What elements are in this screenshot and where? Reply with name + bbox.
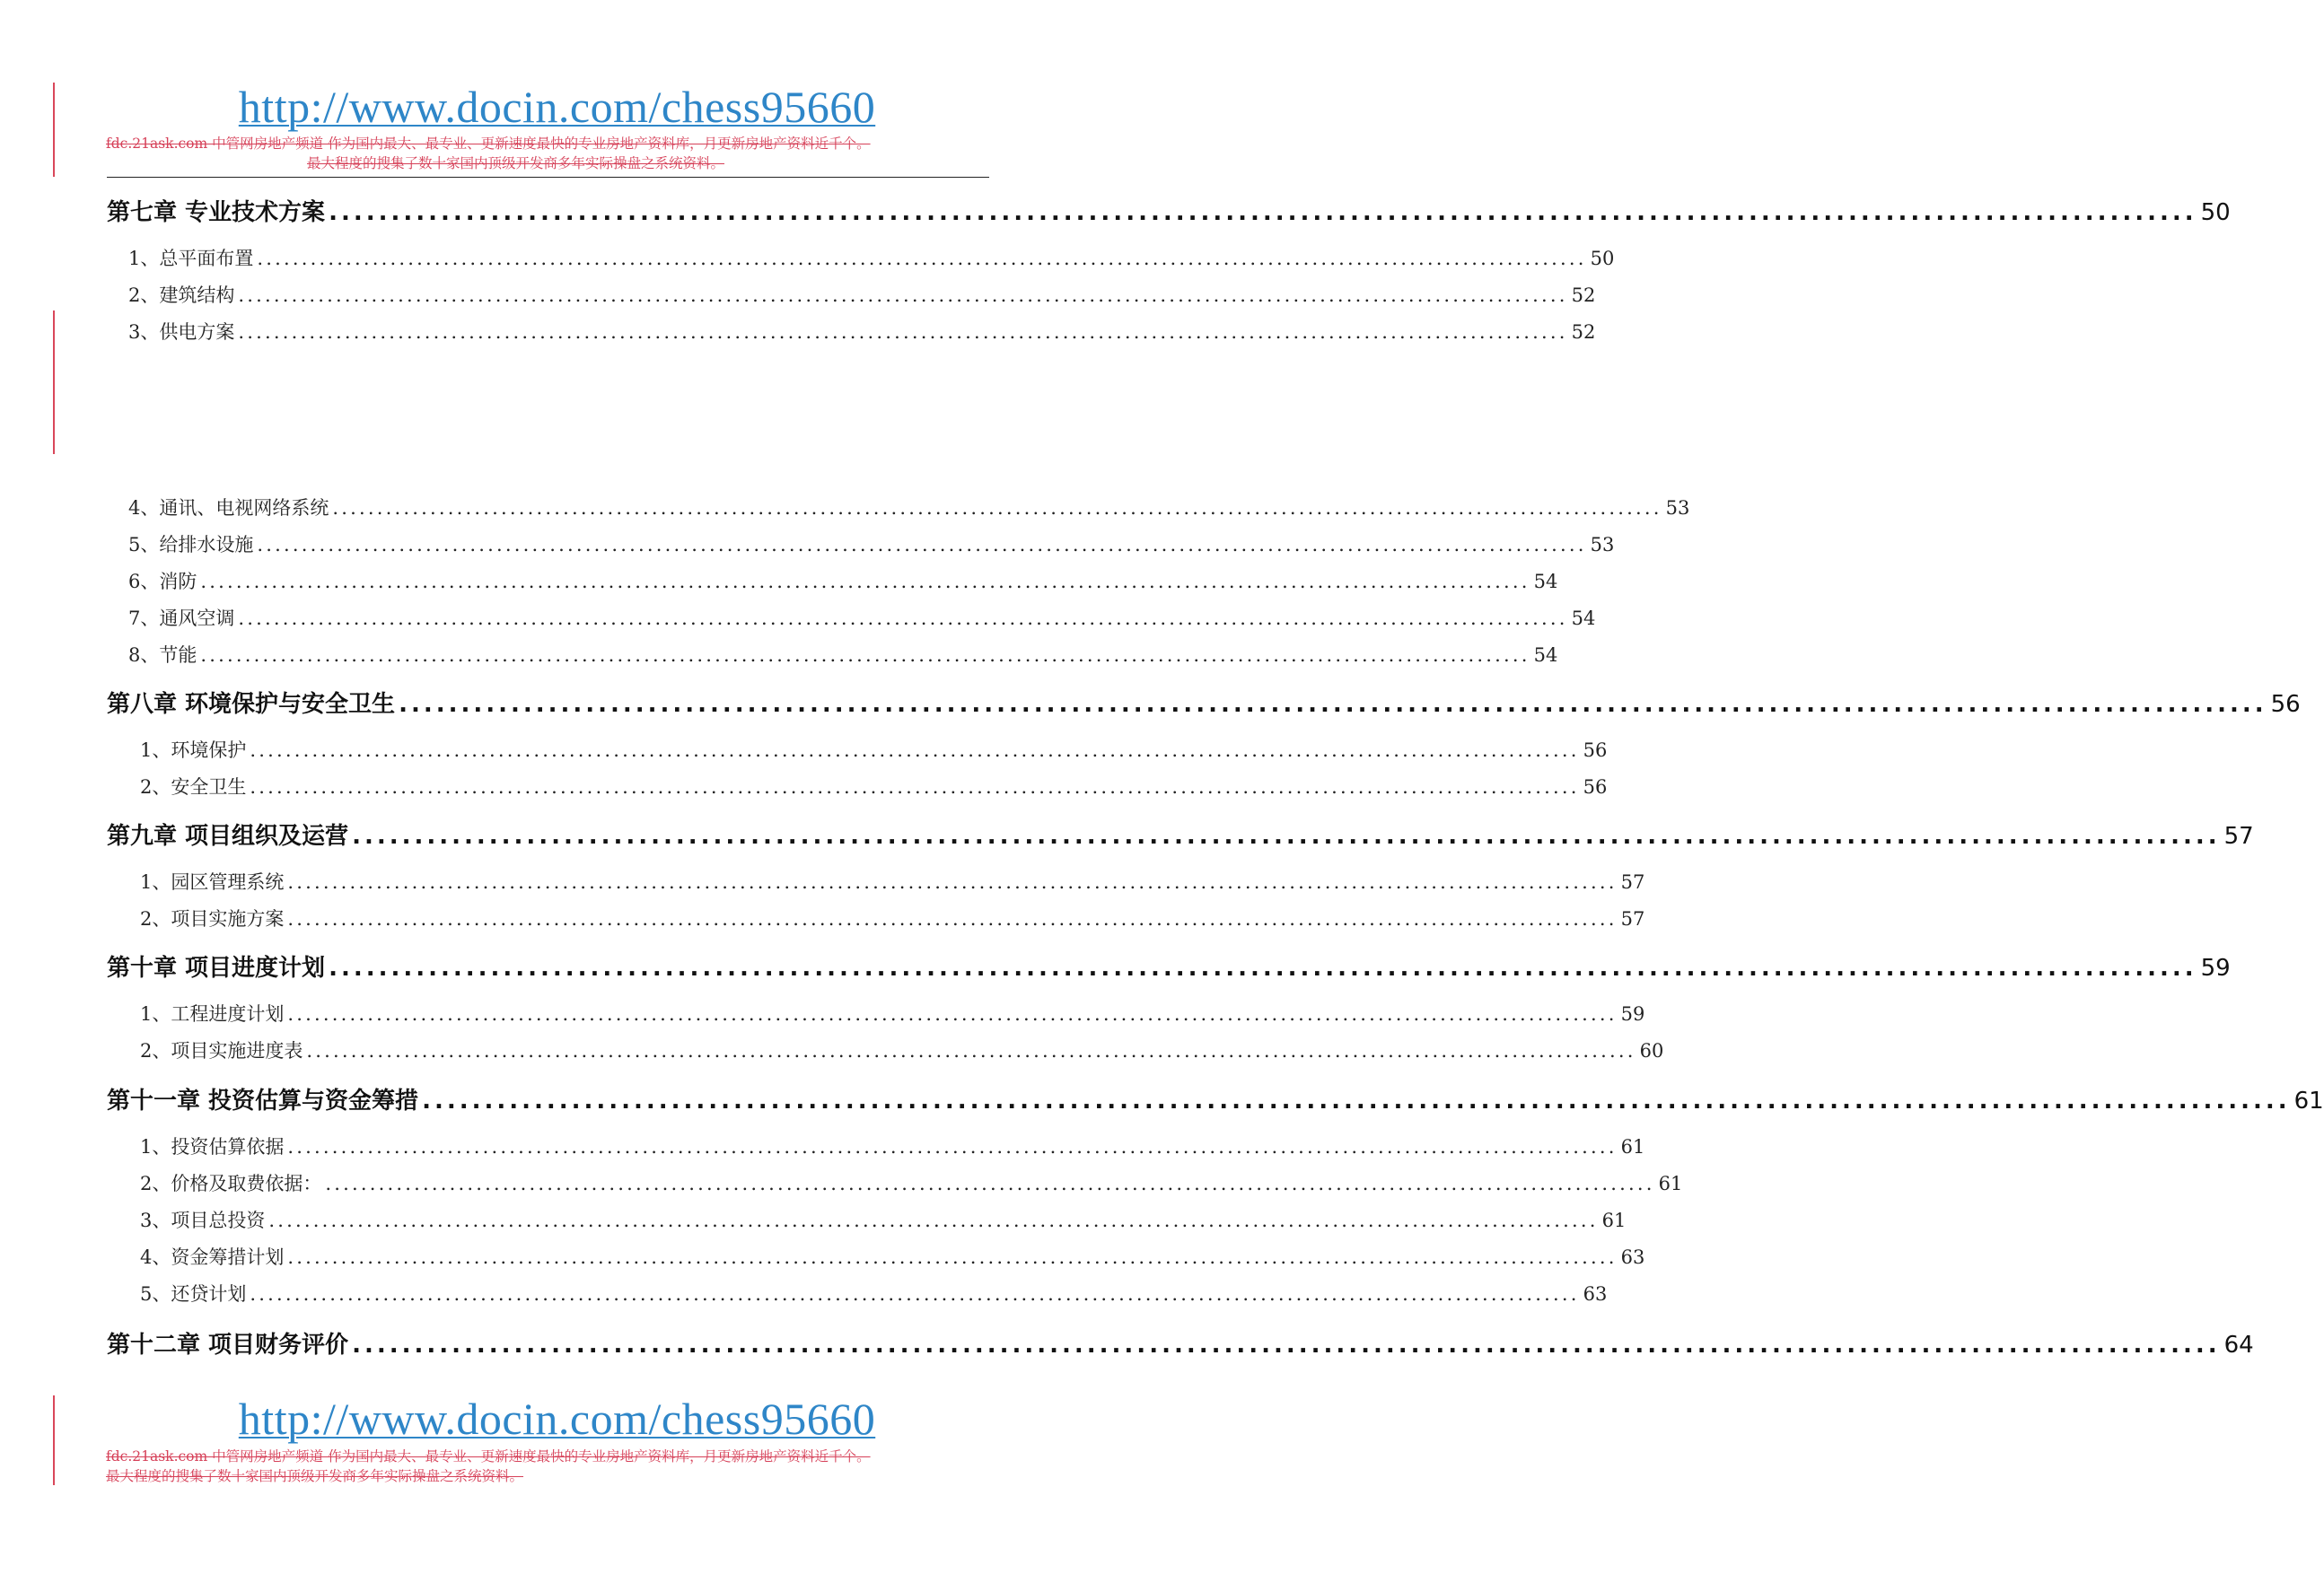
toc-section-label: 2、安全卫生 [140, 776, 247, 798]
toc-dot-leader: ...................................................................................................................................................... [250, 1283, 1580, 1305]
toc-dot-leader: ...................................................................................................................................................... [268, 1210, 1599, 1231]
toc-section-7-6[interactable] [128, 567, 1558, 594]
toc-dot-leader: ...................................................................................................................................................... [306, 1040, 1636, 1062]
toc-section-7-3[interactable] [128, 318, 1596, 345]
toc-section-10-2[interactable] [140, 1036, 1664, 1063]
header-rule [107, 177, 989, 178]
toc-dot-leader: ...................................................................................................................................................... [287, 1003, 1618, 1025]
toc-section-label: 5、给排水设施 [128, 534, 254, 555]
toc-page-number: 61 [1620, 1136, 1645, 1158]
toc-dot-leader: ...................................................................................................................................................... [200, 571, 1530, 592]
toc-section-8-2[interactable] [140, 773, 1608, 800]
toc-dot-leader: ...................................................................................................................................................... [287, 1246, 1618, 1268]
toc-section-7-2[interactable] [128, 281, 1596, 308]
toc-section-label: 2、项目实施进度表 [140, 1040, 303, 1062]
toc-page-number: 57 [1620, 908, 1645, 930]
toc-chapter-9[interactable] [107, 818, 2254, 851]
toc-section-label: 3、项目总投资 [140, 1210, 266, 1231]
toc-page-number: 53 [1590, 534, 1615, 555]
toc-dot-leader: ...................................................................................................................................................... [422, 1088, 2291, 1115]
footer-tagline-line2: 最大程度的搜集了数十家国内顶级开发商多年实际操盘之系统资料。 [106, 1468, 524, 1484]
toc-dot-leader: ...................................................................................................................................................... [325, 1173, 1655, 1194]
toc-dot-leader: ...................................................................................................................................................... [287, 871, 1618, 893]
toc-page-number: 63 [1583, 1283, 1608, 1305]
toc-page-number: 54 [1533, 571, 1558, 592]
toc-chapter-label: 第九章 项目组织及运营 [107, 823, 349, 850]
toc-section-10-1[interactable] [140, 1000, 1645, 1027]
toc-page-number: 61 [2293, 1088, 2324, 1115]
toc-section-7-1[interactable] [128, 244, 1615, 271]
toc-dot-leader: ...................................................................................................................................................... [238, 321, 1568, 343]
margin-mark-middle [53, 310, 55, 454]
toc-dot-leader: ...................................................................................................................................................... [329, 199, 2197, 226]
toc-section-7-5[interactable] [128, 530, 1615, 557]
toc-page-number: 56 [1583, 776, 1608, 798]
toc-dot-leader: ...................................................................................................................................................... [200, 644, 1530, 666]
toc-page-number: 63 [1620, 1246, 1645, 1268]
toc-section-7-4[interactable] [128, 494, 1690, 520]
toc-page-number: 59 [2200, 955, 2231, 982]
toc-chapter-10[interactable] [107, 949, 2231, 983]
toc-chapter-label: 第八章 环境保护与安全卫生 [107, 691, 396, 718]
toc-chapter-12[interactable] [107, 1326, 2254, 1360]
toc-dot-leader: ...................................................................................................................................................... [352, 1332, 2221, 1359]
toc-chapter-label: 第七章 专业技术方案 [107, 199, 326, 226]
toc-section-label: 1、总平面布置 [128, 248, 254, 269]
header-url-link[interactable]: http://www.docin.com/chess95660 [238, 82, 876, 132]
toc-section-label: 7、通风空调 [128, 608, 235, 629]
toc-page-number: 61 [1658, 1173, 1683, 1194]
toc-page-number: 52 [1571, 321, 1596, 343]
toc-section-11-3[interactable] [140, 1206, 1627, 1233]
toc-section-label: 4、资金筹措计划 [140, 1246, 285, 1268]
toc-dot-leader: ...................................................................................................................................................... [238, 284, 1568, 306]
toc-section-11-5[interactable] [140, 1280, 1608, 1307]
toc-section-label: 5、还贷计划 [140, 1283, 247, 1305]
toc-section-label: 1、园区管理系统 [140, 871, 285, 893]
footer-url-link[interactable]: http://www.docin.com/chess95660 [238, 1394, 876, 1444]
toc-dot-leader: ...................................................................................................................................................... [352, 823, 2221, 850]
toc-page-number: 56 [2270, 691, 2301, 718]
toc-section-label: 1、环境保护 [140, 739, 247, 761]
toc-page-number: 59 [1620, 1003, 1645, 1025]
toc-chapter-label: 第十章 项目进度计划 [107, 955, 326, 982]
header-tagline-line2: 最大程度的搜集了数十家国内顶级开发商多年实际操盘之系统资料。 [307, 155, 725, 171]
toc-dot-leader: ...................................................................................................................................................... [257, 534, 1587, 555]
toc-section-label: 6、消防 [128, 571, 197, 592]
toc-chapter-label: 第十二章 项目财务评价 [107, 1332, 349, 1359]
toc-page-number: 64 [2223, 1332, 2254, 1359]
toc-dot-leader: ...................................................................................................................................................... [332, 497, 1662, 519]
toc-chapter-7[interactable] [107, 194, 2231, 227]
toc-section-label: 2、项目实施方案 [140, 908, 285, 930]
toc-chapter-label: 第十一章 投资估算与资金筹措 [107, 1088, 419, 1115]
toc-dot-leader: ...................................................................................................................................................... [257, 248, 1587, 269]
toc-page-number: 57 [1620, 871, 1645, 893]
toc-section-7-7[interactable] [128, 604, 1596, 631]
toc-section-9-2[interactable] [140, 905, 1645, 931]
toc-page-number: 56 [1583, 739, 1608, 761]
toc-section-label: 3、供电方案 [128, 321, 235, 343]
toc-dot-leader: ...................................................................................................................................................... [287, 908, 1618, 930]
toc-section-label: 4、通讯、电视网络系统 [128, 497, 329, 519]
toc-section-9-1[interactable] [140, 868, 1645, 895]
toc-dot-leader: ...................................................................................................................................................... [399, 691, 2267, 718]
toc-section-label: 8、节能 [128, 644, 197, 666]
toc-section-label: 1、投资估算依据 [140, 1136, 285, 1158]
toc-page-number: 54 [1571, 608, 1596, 629]
toc-section-8-1[interactable] [140, 736, 1608, 763]
toc-page-number: 54 [1533, 644, 1558, 666]
toc-chapter-11[interactable] [107, 1082, 2324, 1115]
toc-section-label: 2、价格及取费依据： [140, 1173, 322, 1194]
toc-page-number: 57 [2223, 823, 2254, 850]
footer-tagline-line1: fdc.21ask.com 中管网房地产频道 作为国内最大、最专业、更新速度最快的专业房地产资料库，月更新房地产资料近千个。 [106, 1448, 871, 1465]
toc-section-11-2[interactable] [140, 1169, 1683, 1196]
header-tagline-line1: fdc.21ask.com 中管网房地产频道 作为国内最大、最专业、更新速度最快的专业房地产资料库，月更新房地产资料近千个。 [106, 136, 871, 152]
toc-page-number: 53 [1665, 497, 1690, 519]
toc-page-number: 50 [1590, 248, 1615, 269]
toc-page-number: 61 [1601, 1210, 1627, 1231]
toc-section-11-4[interactable] [140, 1243, 1645, 1270]
toc-section-7-8[interactable] [128, 641, 1558, 668]
toc-dot-leader: ...................................................................................................................................................... [250, 739, 1580, 761]
toc-page-number: 50 [2200, 199, 2231, 226]
toc-dot-leader: ...................................................................................................................................................... [238, 608, 1568, 629]
toc-dot-leader: ...................................................................................................................................................... [329, 955, 2197, 982]
toc-page-number: 52 [1571, 284, 1596, 306]
toc-page-number: 60 [1639, 1040, 1664, 1062]
toc-section-label: 2、建筑结构 [128, 284, 235, 306]
toc-dot-leader: ...................................................................................................................................................... [287, 1136, 1618, 1158]
toc-section-11-1[interactable] [140, 1132, 1645, 1159]
toc-dot-leader: ...................................................................................................................................................... [250, 776, 1580, 798]
toc-section-label: 1、工程进度计划 [140, 1003, 285, 1025]
toc-chapter-8[interactable] [107, 686, 2301, 719]
